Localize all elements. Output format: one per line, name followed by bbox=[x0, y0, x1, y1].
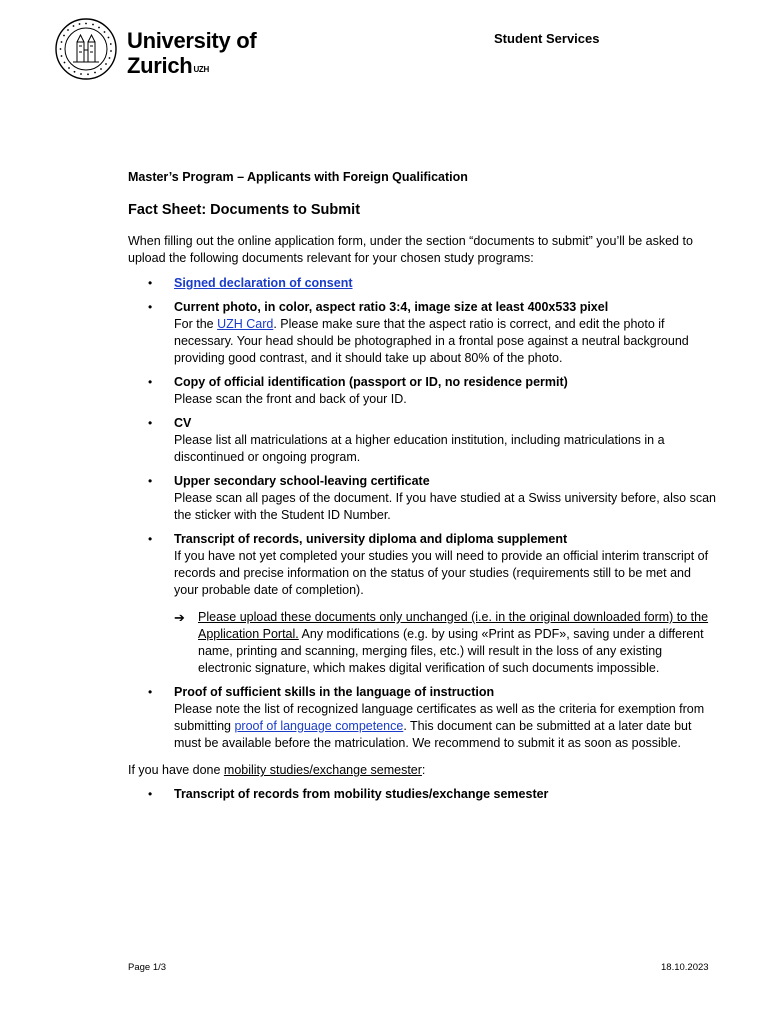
main-content bbox=[128, 166, 718, 803]
bullet-icon: • bbox=[148, 416, 153, 430]
bullet-icon: • bbox=[148, 276, 153, 290]
mobility-paragraph: If you have done mobility studies/exchange semester: bbox=[128, 763, 426, 777]
university-wordmark bbox=[127, 28, 256, 78]
declaration-of-consent-link[interactable]: Signed declaration of consent bbox=[174, 276, 353, 290]
wordmark-line2: Zurich$^{UZH}$ bbox=[127, 53, 209, 78]
list-item bbox=[128, 786, 718, 803]
department-name: Student Services bbox=[494, 31, 600, 46]
upload-note bbox=[174, 609, 718, 677]
document-title: Fact Sheet: Documents to Submit bbox=[128, 202, 361, 218]
item-title: CV bbox=[174, 416, 192, 430]
bullet-icon: • bbox=[148, 532, 153, 546]
item-description: If you have not yet completed your studies you will need to provide an official interim transcript of records and precise information on the status of your studies (requirements still to be met and your probable date of completion). bbox=[174, 549, 709, 597]
mobility-list bbox=[128, 786, 718, 803]
item-description: Please scan the front and back of your ID. bbox=[174, 392, 407, 406]
list-item bbox=[128, 374, 718, 408]
uzh-card-link[interactable]: UZH Card bbox=[217, 317, 274, 331]
list-item bbox=[128, 531, 718, 677]
bullet-icon: • bbox=[148, 300, 153, 314]
item-description: Please note the list of recognized language certificates as well as the criteria for exemption from submitting proof of language competence. This document can be submitted at a later date but must be available before the matriculation. We recommend to submit it as soon as possible. bbox=[174, 702, 705, 750]
note-text: Any modifications (e.g. by using «Print as PDF», saving under a different name, printing and scanning, merging files, etc.) will result in the loss of any existing electronic signature, which makes digital verification of such documents impossible. bbox=[198, 627, 704, 675]
intro-paragraph: When filling out the online application form, under the section “documents to submit” you’ll be asked to upload the following documents relevant for your chosen study programs: bbox=[128, 234, 693, 265]
document-date: 18.10.2023 bbox=[661, 962, 709, 973]
page-number: Page 1/3 bbox=[128, 962, 167, 973]
wordmark-line1: University of bbox=[127, 28, 257, 53]
bullet-icon: • bbox=[148, 787, 153, 801]
item-description: Please scan all pages of the document. If you have studied at a Swiss university before, also scan the sticker with the Student ID Number. bbox=[174, 491, 716, 522]
list-item bbox=[128, 473, 718, 524]
list-item bbox=[128, 415, 718, 466]
list-item bbox=[128, 299, 718, 367]
item-title: Proof of sufficient skills in the language of instruction bbox=[174, 685, 495, 699]
university-seal-logo bbox=[55, 18, 117, 80]
arrow-right-icon: ➔ bbox=[174, 610, 185, 625]
document-subtitle: Master’s Program – Applicants with Foreign Qualification bbox=[128, 170, 468, 184]
item-title: Current photo, in color, aspect ratio 3:4, image size at least 400x533 pixel bbox=[174, 300, 609, 314]
mobility-underlined: mobility studies/exchange semester bbox=[223, 763, 422, 777]
item-description: For the UZH Card. Please make sure that the aspect ratio is correct, and edit the photo if necessary. Your head should be photographed in a frontal pose against a neutral background providing good contrast, and it should take up about 80% of the photo. bbox=[174, 317, 689, 365]
language-competence-link[interactable]: proof of language competence bbox=[234, 719, 404, 733]
note-underlined: Please upload these documents only unchanged (i.e. in the original downloaded form) to the Application Portal. bbox=[198, 610, 709, 641]
item-title: Upper secondary school-leaving certificate bbox=[174, 474, 430, 488]
documents-list bbox=[128, 275, 718, 752]
bullet-icon: • bbox=[148, 474, 153, 488]
list-item bbox=[128, 275, 718, 292]
bullet-icon: • bbox=[148, 685, 153, 699]
item-title: Copy of official identification (passport or ID, no residence permit) bbox=[174, 375, 568, 389]
item-title: Transcript of records, university diploma and diploma supplement bbox=[174, 532, 568, 546]
list-item bbox=[128, 684, 718, 752]
bullet-icon: • bbox=[148, 375, 153, 389]
item-title: Transcript of records from mobility studies/exchange semester bbox=[174, 787, 549, 801]
item-description: Please list all matriculations at a higher education institution, including matriculations in a discontinued or ongoing program. bbox=[174, 433, 665, 464]
wordmark-uzh: UZH bbox=[193, 65, 209, 74]
